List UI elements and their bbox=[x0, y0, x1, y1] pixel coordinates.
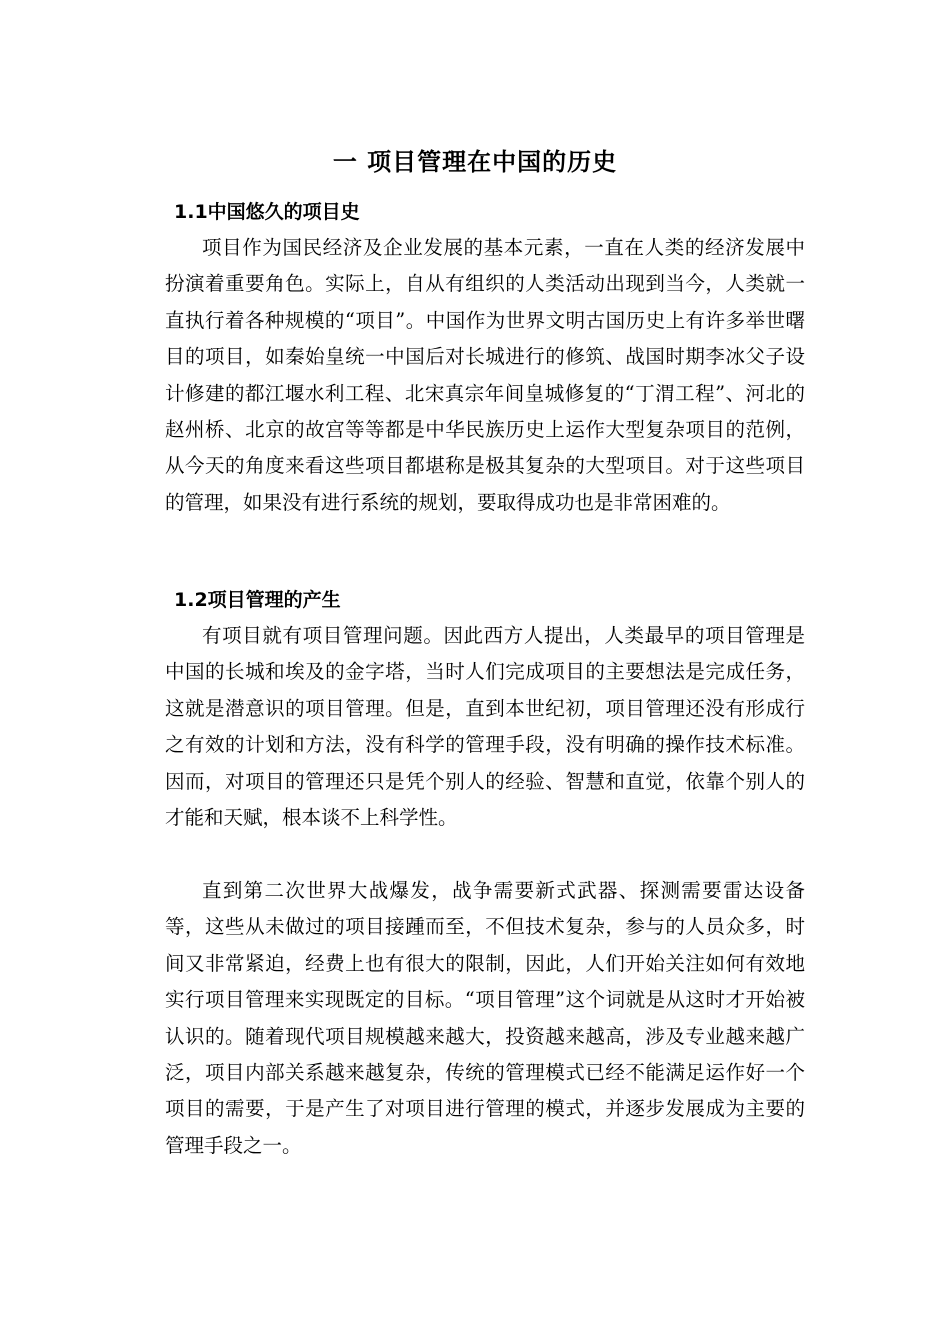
section-heading-1-1: 1.1中国悠久的项目史 bbox=[174, 201, 360, 223]
section-body-1-1 bbox=[165, 230, 805, 521]
section-body-1-2 bbox=[165, 618, 805, 836]
section-heading-1-2: 1.2项目管理的产生 bbox=[174, 589, 341, 611]
section-body-1-2-continued bbox=[165, 873, 805, 1164]
chapter-title: 一 项目管理在中国的历史 bbox=[332, 148, 618, 176]
paragraph: 直到第二次世界大战爆发，战争需要新式武器、探测需要雷达设备等，这些从未做过的项目接踵而至，不但技术复杂，参与的人员众多，时间又非常紧迫，经费上也有很大的限制，因此，人们开始关注如何有效地实行项目管理来实现既定的目标。“项目管理”这个词就是从这时才开始被认识的。随着现代项目规模越来越大，投资越来越高，涉及专业越来越广泛，项目内部关系越来越复杂，传统的管理模式已经不能满足运作好一个项目的需要，于是产生了对项目进行管理的模式，并逐步发展成为主要的管理手段之一。 bbox=[165, 879, 805, 1157]
paragraph: 有项目就有项目管理问题。因此西方人提出，人类最早的项目管理是中国的长城和埃及的金字塔，当时人们完成项目的主要想法是完成任务，这就是潜意识的项目管理。但是，直到本世纪初，项目管理还没有形成行之有效的计划和方法，没有科学的管理手段，没有明确的操作技术标准。因而，对项目的管理还只是凭个别人的经验、智慧和直觉，依靠个别人的才能和天赋，根本谈不上科学性。 bbox=[165, 624, 805, 830]
paragraph: 项目作为国民经济及企业发展的基本元素，一直在人类的经济发展中扮演着重要角色。实际上，自从有组织的人类活动出现到当今，人类就一直执行着各种规模的“项目”。中国作为世界文明古国历史上有许多举世曙目的项目，如秦始皇统一中国后对长城进行的修筑、战国时期李冰父子设计修建的都江堰水利工程、北宋真宗年间皇城修复的“丁渭工程”、河北的赵州桥、北京的故宫等等都是中华民族历史上运作大型复杂项目的范例，从今天的角度来看这些项目都堪称是极其复杂的大型项目。对于这些项目的管理，如果没有进行系统的规划，要取得成功也是非常困难的。 bbox=[165, 236, 805, 514]
